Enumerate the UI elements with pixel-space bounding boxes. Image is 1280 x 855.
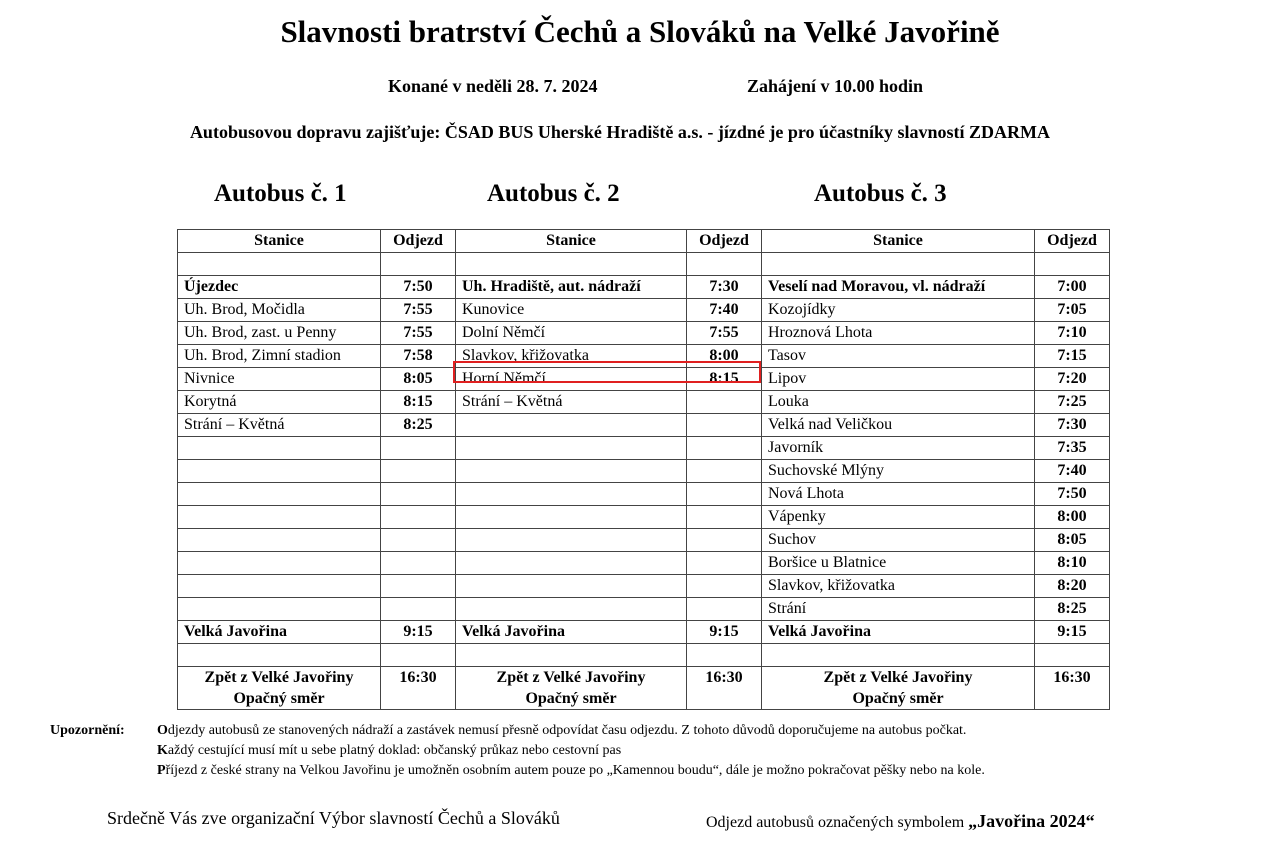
departure-time-cell: 7:35 bbox=[1035, 437, 1110, 460]
empty-cell bbox=[687, 483, 762, 506]
column-header-station: Stanice bbox=[762, 230, 1035, 253]
empty-cell bbox=[687, 253, 762, 276]
departure-time-cell: 7:25 bbox=[1035, 391, 1110, 414]
table-row bbox=[178, 575, 1110, 598]
station-cell: Hroznová Lhota bbox=[762, 322, 1035, 345]
bus-symbol-text: Odjezd autobusů označených symbolem bbox=[706, 814, 969, 831]
station-cell: Újezdec bbox=[178, 276, 381, 299]
empty-cell bbox=[456, 460, 687, 483]
station-cell: Strání – Květná bbox=[456, 391, 687, 414]
station-cell: Slavkov, křižovatka bbox=[456, 345, 687, 368]
empty-cell bbox=[687, 575, 762, 598]
empty-cell bbox=[456, 506, 687, 529]
departure-time-cell: 7:55 bbox=[687, 322, 762, 345]
event-start-time: Zahájení v 10.00 hodin bbox=[747, 76, 924, 96]
table-row bbox=[178, 483, 1110, 506]
empty-cell bbox=[178, 437, 381, 460]
departure-time-cell: 8:10 bbox=[1035, 552, 1110, 575]
empty-cell bbox=[381, 598, 456, 621]
empty-cell bbox=[1035, 253, 1110, 276]
departure-time-cell: 8:15 bbox=[687, 368, 762, 391]
bus-3-heading: Autobus č. 3 bbox=[814, 180, 947, 207]
notice-line: Příjezd z české strany na Velkou Javořinu je umožněn osobním autem pouze po „Kamennou boudu“, dále je možno pokračovat pěšky nebo na kole. bbox=[157, 763, 985, 778]
empty-cell bbox=[381, 552, 456, 575]
return-time-cell: 16:30 bbox=[1035, 667, 1110, 710]
destination-row bbox=[178, 621, 1110, 644]
table-row bbox=[178, 552, 1110, 575]
departure-time-cell: 7:50 bbox=[381, 276, 456, 299]
table-row bbox=[178, 506, 1110, 529]
station-cell: Veselí nad Moravou, vl. nádraží bbox=[762, 276, 1035, 299]
return-label: Zpět z Velké Javořiny bbox=[496, 669, 646, 686]
departure-time-cell bbox=[687, 391, 762, 414]
timetable bbox=[177, 229, 1110, 710]
departure-time-cell: 7:20 bbox=[1035, 368, 1110, 391]
empty-cell bbox=[456, 552, 687, 575]
departure-time-cell: 8:05 bbox=[1035, 529, 1110, 552]
empty-cell bbox=[456, 414, 687, 437]
station-cell: Uh. Brod, Zimní stadion bbox=[178, 345, 381, 368]
column-header-station: Stanice bbox=[456, 230, 687, 253]
table-row bbox=[178, 276, 1110, 299]
empty-cell bbox=[687, 437, 762, 460]
empty-cell bbox=[687, 644, 762, 667]
departure-time-cell: 7:15 bbox=[1035, 345, 1110, 368]
empty-cell bbox=[178, 552, 381, 575]
return-cell bbox=[762, 667, 1035, 710]
table-row bbox=[178, 299, 1110, 322]
station-cell: Kozojídky bbox=[762, 299, 1035, 322]
column-header-departure: Odjezd bbox=[381, 230, 456, 253]
station-cell: Uh. Brod, Močidla bbox=[178, 299, 381, 322]
bus-2-heading: Autobus č. 2 bbox=[487, 180, 620, 207]
empty-cell bbox=[381, 529, 456, 552]
table-row bbox=[178, 437, 1110, 460]
station-cell: Nivnice bbox=[178, 368, 381, 391]
table-row bbox=[178, 598, 1110, 621]
departure-time-cell: 8:05 bbox=[381, 368, 456, 391]
empty-cell bbox=[762, 644, 1035, 667]
arrival-time-cell: 9:15 bbox=[687, 621, 762, 644]
empty-cell bbox=[456, 437, 687, 460]
departure-time-cell: 7:10 bbox=[1035, 322, 1110, 345]
empty-cell bbox=[456, 529, 687, 552]
station-cell: Nová Lhota bbox=[762, 483, 1035, 506]
departure-time-cell: 7:30 bbox=[1035, 414, 1110, 437]
bus-symbol: „Javořina 2024“ bbox=[968, 811, 1095, 831]
empty-cell bbox=[762, 253, 1035, 276]
station-cell: Lipov bbox=[762, 368, 1035, 391]
departure-time-cell: 8:20 bbox=[1035, 575, 1110, 598]
column-header-station: Stanice bbox=[178, 230, 381, 253]
station-cell: Horní Němčí bbox=[456, 368, 687, 391]
departure-time-cell: 7:58 bbox=[381, 345, 456, 368]
destination-cell: Velká Javořina bbox=[762, 621, 1035, 644]
column-header-departure: Odjezd bbox=[687, 230, 762, 253]
station-cell: Javorník bbox=[762, 437, 1035, 460]
table-row bbox=[178, 529, 1110, 552]
departure-time-cell: 8:15 bbox=[381, 391, 456, 414]
station-cell: Tasov bbox=[762, 345, 1035, 368]
departure-time-cell: 7:30 bbox=[687, 276, 762, 299]
empty-cell bbox=[456, 253, 687, 276]
empty-cell bbox=[178, 644, 381, 667]
table-row bbox=[178, 391, 1110, 414]
departure-time-cell: 8:25 bbox=[1035, 598, 1110, 621]
empty-cell bbox=[456, 483, 687, 506]
departure-time-cell: 7:40 bbox=[687, 299, 762, 322]
table-row bbox=[178, 253, 1110, 276]
return-time-cell: 16:30 bbox=[381, 667, 456, 710]
destination-cell: Velká Javořina bbox=[456, 621, 687, 644]
table-row bbox=[178, 345, 1110, 368]
station-cell: Suchov bbox=[762, 529, 1035, 552]
table-row bbox=[178, 368, 1110, 391]
empty-cell bbox=[456, 644, 687, 667]
empty-cell bbox=[687, 460, 762, 483]
station-cell: Uh. Brod, zast. u Penny bbox=[178, 322, 381, 345]
departure-time-cell: 7:40 bbox=[1035, 460, 1110, 483]
empty-cell bbox=[178, 575, 381, 598]
empty-cell bbox=[381, 437, 456, 460]
departure-time-cell: 7:55 bbox=[381, 322, 456, 345]
station-cell: Boršice u Blatnice bbox=[762, 552, 1035, 575]
empty-cell bbox=[178, 483, 381, 506]
station-cell: Strání bbox=[762, 598, 1035, 621]
table-row bbox=[178, 414, 1110, 437]
notice-line: Každý cestující musí mít u sebe platný doklad: občanský průkaz nebo cestovní pas bbox=[157, 743, 622, 758]
departure-time-cell: 8:25 bbox=[381, 414, 456, 437]
page-title: Slavnosti bratrství Čechů a Slováků na Velké Javořině bbox=[280, 14, 1000, 49]
empty-cell bbox=[381, 506, 456, 529]
arrival-time-cell: 9:15 bbox=[381, 621, 456, 644]
empty-cell bbox=[381, 575, 456, 598]
departure-time-cell: 7:50 bbox=[1035, 483, 1110, 506]
empty-cell bbox=[381, 253, 456, 276]
empty-cell bbox=[178, 529, 381, 552]
departure-time-cell: 7:00 bbox=[1035, 276, 1110, 299]
empty-cell bbox=[178, 598, 381, 621]
invitation-text: Srdečně Vás zve organizační Výbor slavností Čechů a Slováků bbox=[107, 808, 560, 828]
return-label: Zpět z Velké Javořiny bbox=[204, 669, 354, 686]
empty-cell bbox=[381, 460, 456, 483]
empty-cell bbox=[381, 483, 456, 506]
table-row bbox=[178, 644, 1110, 667]
station-cell: Slavkov, křižovatka bbox=[762, 575, 1035, 598]
return-label: Zpět z Velké Javořiny bbox=[823, 669, 973, 686]
notice-line: Odjezdy autobusů ze stanovených nádraží a zastávek nemusí přesně odpovídat času odjezdu. Z tohoto důvodů doporučujeme na autobus počkat. bbox=[157, 723, 967, 738]
empty-cell bbox=[381, 644, 456, 667]
empty-cell bbox=[687, 414, 762, 437]
station-cell: Uh. Hradiště, aut. nádraží bbox=[456, 276, 687, 299]
return-direction: Opačný směr bbox=[233, 690, 325, 707]
destination-cell: Velká Javořina bbox=[178, 621, 381, 644]
departure-time-cell: 7:55 bbox=[381, 299, 456, 322]
station-cell: Suchovské Mlýny bbox=[762, 460, 1035, 483]
station-cell: Velká nad Veličkou bbox=[762, 414, 1035, 437]
empty-cell bbox=[456, 575, 687, 598]
empty-cell bbox=[687, 598, 762, 621]
event-date: Konané v neděli 28. 7. 2024 bbox=[388, 76, 598, 96]
empty-cell bbox=[687, 529, 762, 552]
return-direction: Opačný směr bbox=[852, 690, 944, 707]
station-cell: Dolní Němčí bbox=[456, 322, 687, 345]
station-cell: Louka bbox=[762, 391, 1035, 414]
bus-1-heading: Autobus č. 1 bbox=[214, 180, 347, 207]
table-row bbox=[178, 322, 1110, 345]
departure-time-cell: 8:00 bbox=[687, 345, 762, 368]
empty-cell bbox=[178, 506, 381, 529]
empty-cell bbox=[687, 506, 762, 529]
table-row bbox=[178, 460, 1110, 483]
return-direction: Opačný směr bbox=[525, 690, 617, 707]
station-cell: Strání – Květná bbox=[178, 414, 381, 437]
departure-time-cell: 8:00 bbox=[1035, 506, 1110, 529]
empty-cell bbox=[456, 598, 687, 621]
return-cell bbox=[456, 667, 687, 710]
station-cell: Kunovice bbox=[456, 299, 687, 322]
empty-cell bbox=[178, 253, 381, 276]
transport-info: Autobusovou dopravu zajišťuje: ČSAD BUS Uherské Hradiště a.s. - jízdné je pro účastníky slavností ZDARMA bbox=[189, 122, 1051, 142]
empty-cell bbox=[687, 552, 762, 575]
column-header-departure: Odjezd bbox=[1035, 230, 1110, 253]
return-cell bbox=[178, 667, 381, 710]
notice-label: Upozornění: bbox=[50, 723, 125, 738]
station-cell: Vápenky bbox=[762, 506, 1035, 529]
empty-cell bbox=[178, 460, 381, 483]
return-row bbox=[178, 667, 1110, 710]
empty-cell bbox=[1035, 644, 1110, 667]
return-time-cell: 16:30 bbox=[687, 667, 762, 710]
bus-symbol-note bbox=[706, 811, 1095, 832]
station-cell: Korytná bbox=[178, 391, 381, 414]
departure-time-cell: 7:05 bbox=[1035, 299, 1110, 322]
arrival-time-cell: 9:15 bbox=[1035, 621, 1110, 644]
